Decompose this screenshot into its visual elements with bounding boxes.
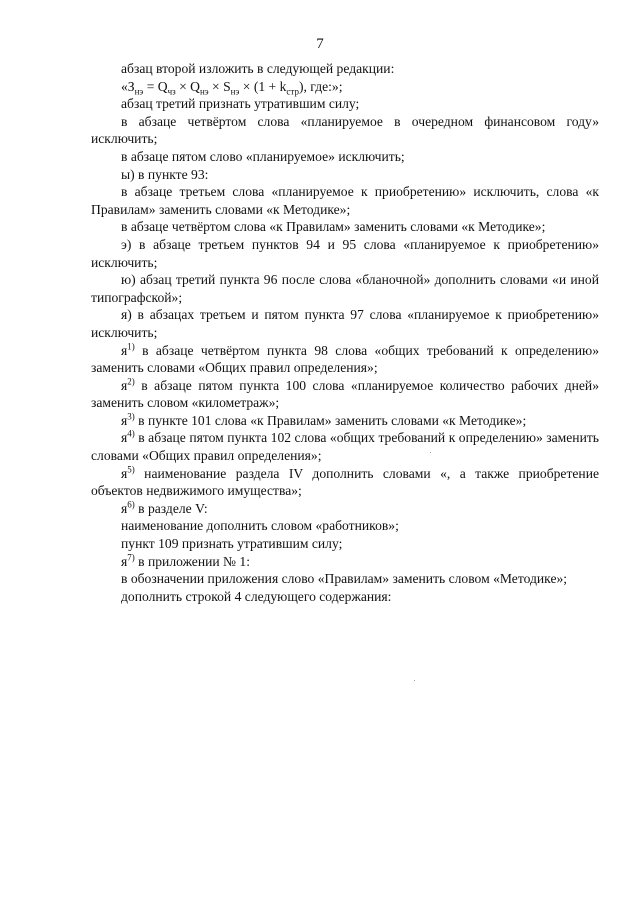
formula-sub-z: нэ [134, 86, 144, 97]
item-text: в пункте 101 слова «к Правилам» заменить словами «к Методике»; [134, 412, 527, 428]
paragraph-1: абзац второй изложить в следующей редакции: [121, 61, 395, 76]
item-superscript: 4) [127, 428, 135, 439]
formula-times-2: × S [208, 78, 231, 94]
formula-paragraph [91, 78, 599, 96]
paragraph-3: абзац третий признать утратившим силу; [121, 96, 360, 112]
item-text: наименование раздела IV дополнить словами «, а также приобретение объектов недвижимого имущества»; [91, 465, 599, 499]
page-number: 7 [316, 36, 324, 52]
formula-times-1: × Q [175, 78, 200, 94]
formula-tail: ), где:»; [298, 78, 343, 94]
scan-speck [430, 452, 431, 453]
formula-sub-q2: нэ [199, 86, 209, 97]
item-letter: я [121, 553, 128, 569]
item-text: в абзаце пятом пункта 102 слова «общих требований к определению» заменить словами «Общих правил определения»; [91, 430, 599, 464]
item-letter: я [121, 430, 128, 446]
scan-speck [414, 680, 415, 681]
paragraph-11: я) в абзацах третьем и пятом пункта 97 слова «планируемое к приобретению» исключить; [91, 307, 599, 340]
document-body [91, 60, 599, 605]
paragraph-17 [91, 500, 599, 518]
formula-sub-s: нэ [230, 86, 240, 97]
item-superscript: 1) [127, 340, 135, 351]
paragraph-9: э) в абзаце третьем пунктов 94 и 95 слова «планируемое к приобретению» исключить; [91, 236, 599, 270]
item-letter: я [121, 377, 128, 393]
item-superscript: 7) [127, 552, 135, 563]
formula-sub-q1: чз [167, 86, 176, 97]
item-text: в разделе V: [134, 500, 208, 516]
paragraph-4: в абзаце четвёртом слова «планируемое в очередном финансовом году» исключить; [91, 113, 599, 147]
paragraph-22: дополнить строкой 4 следующего содержания: [121, 588, 392, 604]
paragraph-21: в обозначении приложения слово «Правилам» заменить словом «Методике»; [121, 571, 568, 587]
paragraph-18: наименование дополнить словом «работников»; [121, 518, 399, 534]
item-text: в абзаце четвёртом пункта 98 слова «общих требований к определению» заменить словами «Общих правил определения»; [91, 342, 599, 376]
item-text: в приложении № 1: [134, 553, 250, 569]
item-text: в абзаце пятом пункта 100 слова «планируемое количество рабочих дней» заменить словом «километраж»; [91, 377, 599, 411]
item-superscript: 6) [127, 499, 135, 510]
formula-paren: × (1 + k [239, 78, 287, 94]
formula-open: «З [121, 78, 135, 94]
formula-eq: = Q [143, 78, 168, 94]
paragraph-20 [91, 553, 599, 571]
item-superscript: 2) [127, 376, 135, 387]
item-letter: я [121, 465, 128, 481]
paragraph-10: ю) абзац третий пункта 96 после слова «бланочной» дополнить словами «и иной типографской»; [91, 272, 599, 305]
paragraph-12 [91, 342, 599, 377]
formula-sub-k: стр [286, 86, 299, 97]
item-letter: я [121, 412, 128, 428]
item-superscript: 5) [127, 464, 135, 475]
paragraph-7: в абзаце третьем слова «планируемое к приобретению» исключить, слова «к Правилам» заменить словами «к Методике»; [91, 184, 599, 217]
paragraph-13 [91, 377, 599, 412]
paragraph-14 [91, 412, 599, 430]
paragraph-16 [91, 465, 599, 500]
item-letter: я [121, 342, 128, 358]
paragraph-8: в абзаце четвёртом слова «к Правилам» заменить словами «к Методике»; [121, 219, 546, 235]
paragraph-19: пункт 109 признать утратившим силу; [121, 536, 343, 552]
paragraph-6: ы) в пункте 93: [121, 166, 209, 182]
item-superscript: 3) [127, 411, 135, 422]
item-letter: я [121, 500, 128, 516]
paragraph-15 [91, 429, 599, 464]
paragraph-5: в абзаце пятом слово «планируемое» исключить; [121, 148, 405, 164]
